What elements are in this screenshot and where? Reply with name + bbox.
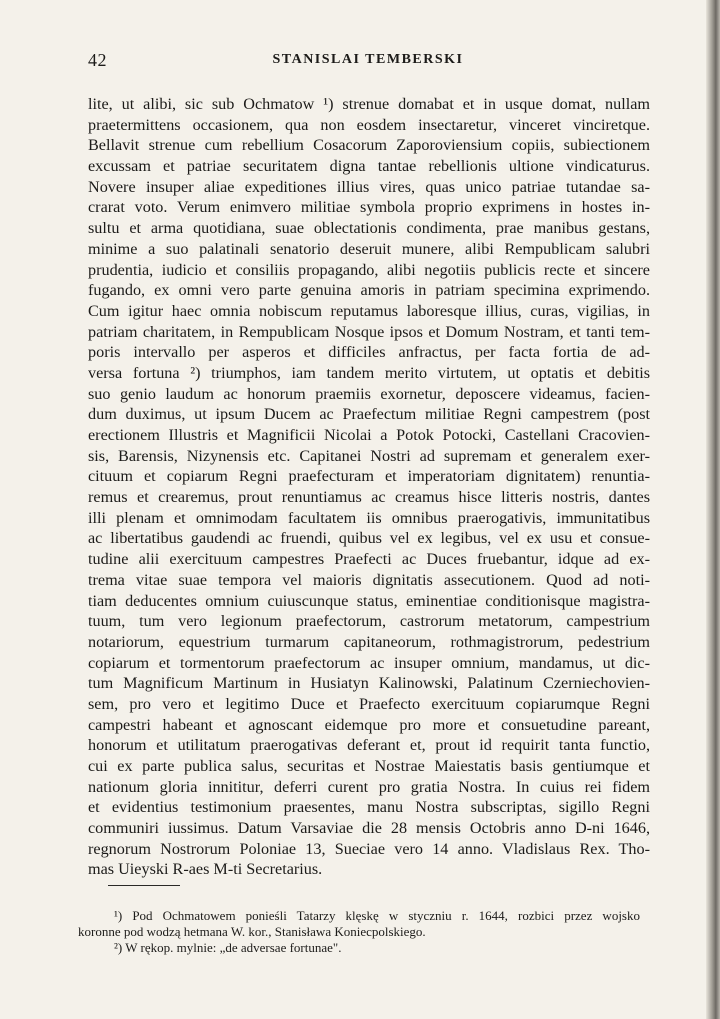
text-line: ac libertatibus gaudendi ac fruendi, quibus vel ex legibus, vel ex usu et consue- — [88, 529, 650, 548]
text-line: fugando, ex omni vero parte genuina amoris in patriam specimina exprimendo. — [88, 281, 650, 300]
footnote-divider — [108, 885, 180, 886]
footnote-2: ²) W rękop. mylnie: „de adversae fortunae". — [114, 940, 342, 955]
text-line: lite, ut alibi, sic sub Ochmatow ¹) strenue domabat et in usque domat, nullam — [88, 95, 650, 113]
text-line: remus et crearemus, prout renuntiamus ac creamus hisce litteris nostris, dantes — [88, 488, 650, 507]
running-head: STANISLAI TEMBERSKI — [272, 52, 464, 67]
text-line: cui ex parte publica salus, securitas et Nostrae Maiestatis basis gentiumque et — [88, 757, 650, 775]
text-line: tiam deducentes omnium cuiuscunque status, eminentiae conditionisque magistra- — [88, 591, 650, 610]
text-line: copiarum et tormentorum praefectorum ac insuper omnium, mandamus, ut dic- — [88, 653, 650, 672]
text-line: poris intervallo per asperos et difficiles anfractus, per facta fortia de ad- — [88, 343, 650, 362]
text-line: patriam charitatem, in Rempublicam Nosque ipsos et Domum Nostram, et tanti tem- — [88, 322, 650, 341]
text-line: excussam et patriae securitatem digna tantae rebellionis ultione vindicaturus. — [88, 157, 650, 176]
text-line: regnorum Nostrorum Poloniae 13, Sueciae vero 14 anno. Vladislaus Rex. Tho- — [88, 839, 650, 858]
text-line: crarat voto. Verum enimvero militiae symbola proprio exprimens in hostes in- — [88, 198, 650, 217]
text-line: dum duximus, ut ipsum Ducem ac Praefectum militiae Regni campestrem (post — [88, 405, 650, 424]
text-line: tum Magnificum Martinum in Husiatyn Kalinowski, Palatinum Czerniechovien- — [88, 674, 650, 693]
text-line: et evidentius testimonium praesentes, manu Nostra subscriptas, sigillo Regni — [88, 798, 650, 817]
text-line: mas Uieyski R-aes M-ti Secretarius. — [88, 860, 323, 879]
text-line: sis, Barensis, Nizynensis etc. Capitanei Nostri ad supremam et generalem exer- — [88, 446, 650, 465]
text-line: honorum et utilitatum praerogativas deferant et, prout id requirit tanta functio, — [88, 736, 650, 755]
text-line: communiri iussimus. Datum Varsaviae die 28 mensis Octobris anno D-ni 1646, — [88, 819, 650, 838]
text-line: trema vitae suae tempora vel maioris dignitatis assecutionem. Quod ad noti- — [88, 570, 650, 589]
book-spine-shadow — [706, 0, 720, 1019]
text-line: Cum igitur haec omnia nobiscum reputamus laboresque illius, curas, vigilias, in — [88, 301, 650, 320]
text-line: cituum et copiarum Regni praefecturam et imperatoriam dignitatem) renuntia- — [88, 467, 650, 486]
text-line: erectionem Illustris et Magnificii Nicolai a Potok Potocki, Castellani Cracovien- — [88, 426, 650, 444]
text-line: minime a suo palatinali senatorio deseruit munere, alibi Rempublicam salubri — [88, 239, 650, 258]
text-line: versa fortuna ²) triumphos, iam tandem merito virtutem, ut optatis et debitis — [88, 363, 650, 382]
text-line: notariorum, equestrium turmarum capitaneorum, rothmagistrorum, pedestrium — [88, 632, 650, 651]
page-header — [88, 50, 648, 74]
text-line: Novere insuper aliae expeditiones illius vires, quas unico patriae tutandae sa- — [88, 177, 650, 196]
body-text — [88, 94, 650, 880]
text-line: suo genio laudum ac honorum praemiis exornetur, deposcere videamus, facien- — [88, 384, 650, 403]
text-line: nationum gloria innititur, deferri curent pro gratia Nostra. In cuius rei fidem — [88, 777, 650, 796]
page-number: 42 — [88, 50, 107, 70]
text-line: tuum, tum vero legionum praefectorum, castrorum metatorum, campestrium — [88, 612, 650, 631]
text-line: illi plenam et omnimodam facultatem iis omnibus praerogativis, immunitatibus — [88, 508, 650, 527]
text-line: prudentia, iudicio et consiliis propagando, alibi negotiis publicis recte et sincere — [88, 260, 650, 279]
text-line: sultu et arma quotidiana, suae oblectationis condimenta, prae manibus gestans, — [88, 219, 650, 238]
text-line: sem, pro vero et legitimo Duce et Praefecto exercituum copiarumque Regni — [88, 694, 650, 713]
text-line: Bellavit strenue cum rebellium Cosacorum Zaporoviensium copiis, subiectionem — [88, 136, 650, 155]
footnote-1-continuation: koronne pod wodzą hetmana W. kor., Stanisława Koniecpolskiego. — [78, 924, 426, 939]
text-line: campestri habeant et agnoscant eidemque pro more et consuetudine pareant, — [88, 715, 650, 734]
text-line: tudine alii exercituum campestres Praefecti ac Duces fruebantur, idque ad ex- — [88, 550, 650, 569]
footnotes — [78, 908, 640, 956]
footnote-1: ¹) Pod Ochmatowem ponieśli Tatarzy klęskę w styczniu r. 1644, rozbici przez wojsko — [114, 908, 640, 923]
text-line: praetermittens occasionem, qua non eosdem insectaretur, vinceret vinciretque. — [88, 115, 650, 134]
